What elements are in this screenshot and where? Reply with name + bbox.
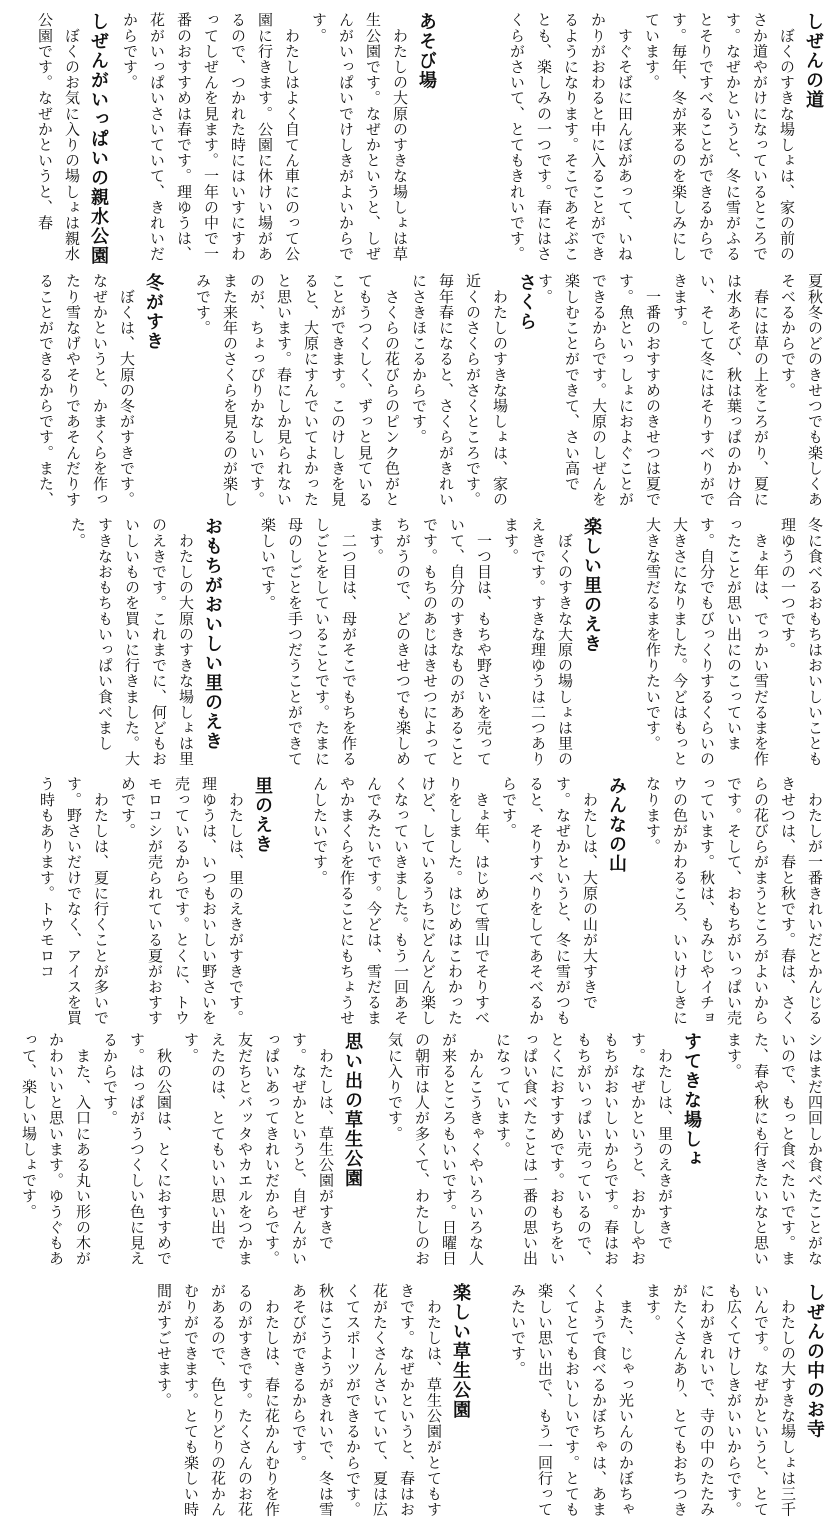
essay-title: さくら — [516, 273, 537, 332]
essay-body: わたしは、大原の山が大すきです。なぜかというと、冬に雪がつもると、そりすべりをしてあそべるからです。 きょ年、はじめて雪山でそりすべりをしました。はじめはこわかったけど、しているうちにどんどん楽しくなっていきました。もう一回あそんでみたいです。今どは、雪だるまやかまくらを作ることにもちょうせんしたいです。 — [311, 776, 599, 1026]
essay-title: みんなの山 — [606, 776, 627, 874]
essay-suteki-na-basho — [370, 1032, 705, 1277]
essay-body: わたしは、里のえきがすきです。なぜかというと、おかしやおもちがおいしいからです。春はおもちがいっぱい売っているので、とくにおすすめです。おもちをいっぱい食べたことは一番の思い出になっています。 かんこうきゃくやいろいろな人が来るところもいいです。日曜日の朝市は人が多くて、わたしのお気に入りです。 — [386, 1032, 674, 1266]
essay-fuyu-ga-suki — [12, 273, 167, 511]
essay-title: 楽しい里のえき — [581, 517, 602, 654]
essay-title: おもちがおいしい里のえき — [202, 517, 223, 751]
essay-title: 思い出の草生公園 — [342, 1032, 363, 1188]
essay-sato-no-eki — [12, 776, 276, 1026]
essay-sato-no-eki-cont — [710, 1032, 828, 1277]
essay-body: ぼくのすきな場しょは、家の前のさか道やがけになっているところです。なぜかというと、冬に雪がふるとそりですべることができるからです。毎年、冬が来るのを楽しみにしています。 すぐそばに田んぼがあって、いねかりがおわると中に入ることができるようになります。そこであそぶことも、楽しみの一つです。春にはさくらがさいて、とてもきれいです。 — [508, 12, 796, 262]
essay-body: シはまだ四回しか食べたことがないので、もっと食べたいです。また、春や秋にも行きたいなと思います。 — [725, 1032, 824, 1266]
essay-body: わたしが一番きれいだとかんじるきせつは、春と秋です。春は、さくらの花びらがまうところがよいからです。そして、おもちがいっぱい売っています。秋は、もみじやイチョウの色がかわるころ、いいけしきになります。 — [644, 776, 824, 1026]
essay-shizen-no-naka-no-otera — [478, 1283, 828, 1528]
essay-body: ぼくのすきな大原の場しょは里のえきです。すきな理ゆうは二つあります。 一つ目は、もちや野さいを売っていて、自分のすきなものがあることです。もちのあじはきせつによってちがうので、どのきせつでも楽しめます。 二つ目は、母がそこでもちを作るしごとをしていることです。たまに母のしごとを手つだうことができて楽しいです。 — [259, 517, 574, 767]
essay-minna-no-yama — [280, 776, 630, 1026]
essay-omochi-cont — [635, 776, 828, 1026]
essay-shizen-no-michi — [508, 12, 827, 267]
essay-sakura — [170, 273, 540, 511]
essay-body: わたしの大すきな場しょは三千いんです。なぜかというと、とても広くてけしきがいいからです。にわがきれいで、寺の中のたたみがたくさんあり、とてもおちつきます。 また、じゃっ光いんのかぼちゃくようで食べるかぼちゃは、あまくてとてもおいしいです。とても楽しい思い出で、もう一回行ってみたいです。 — [509, 1283, 797, 1517]
essay-title: すてきな場しょ — [681, 1032, 702, 1169]
essay-fuyu-ga-suki-cont — [610, 517, 828, 772]
essay-title: あそび場 — [416, 12, 437, 90]
essay-body: 夏秋冬のどのきせつでも楽しくあそべるからです。 春には草の上をころがり、夏には水あそび、秋は葉っぱのかけ合い、そして冬にはそりすべりができます。 一番のおすすめのきせつは夏です。魚といっしょにおよぐことができるからです。大原のしぜんを楽しむことができて、さい高です。 — [536, 273, 824, 507]
essay-title: 冬がすき — [143, 273, 164, 351]
essay-title: しぜんの中のお寺 — [804, 1283, 825, 1439]
essay-title: 楽しい草生公園 — [450, 1283, 471, 1420]
essay-omoide-no-kusao-koen — [12, 1032, 366, 1277]
essay-body: わたしは、草生公園がすきです。なぜかというと、自ぜんがいっぱいあってきれいだからです。友だちとバッタやカエルをつかまえたのは、とてもいい思い出です。 秋の公園は、とくにおすすめです。はっぱがうつくしい色に見えるからです。 また、入口にある丸い形の木がかわいいと思います。ゆうぐもあって、楽しい場しょです。 — [20, 1032, 335, 1266]
essay-body: 冬に食べるおもちはおいしいことも理ゆうの一つです。 きょ年は、でっかい雪だるまを作ったことが思い出にのこっています。自分でもびっくりするくらいの大きさになりました。今どはもっと大きな雪だるまを作りたいです。 — [644, 517, 824, 767]
essay-body: わたしのすきな場しょは、家の近くのさくらがさくところです。毎年春になると、さくらがきれいにさきほこるからです。 さくらの花びらのピンク色がとてもうつくしく、ずっと見ていることができます。このけしきを見ると、大原にすんでいてよかったと思います。春にしか見られないのが、ちょっぴりかなしいです。また来年のさくらを見るのが楽しみです。 — [194, 273, 509, 507]
essay-omochi-sato-no-eki — [12, 517, 226, 772]
essay-tanoshii-sato-no-eki — [230, 517, 605, 772]
essay-tanoshii-kusao-koen — [108, 1283, 474, 1528]
essay-asobiba — [118, 12, 440, 267]
essay-body: ぼくのお気に入りの場しょは親水公園です。なぜかというと、春 — [36, 12, 81, 262]
essay-body: わたしは、里のえきがすきです。理ゆうは、いつもおいしい野さいを売っているからです。とくに、トウモロコシが売られている夏がおすすめです。 わたしは、夏に行くことが多いです。野さいだけでなく、アイスを買う時もあります。トウモロコ — [38, 776, 245, 1026]
essay-body: わたしの大原のすきな場しょは草生公園です。なぜかというと、しぜんがいっぱいでけしきがよいからです。 わたしはよく自てん車にのって公園に行きます。公園に休けい場があるので、つかれた時にはいすにすわってしぜんを見ます。一年の中で一番のおすすめは春です。理ゆうは、花がいっぱいさいていて、きれいだからです。 — [121, 12, 409, 262]
essay-title: 里のえき — [252, 776, 273, 854]
essay-body: わたしの大原のすきな場しょは里のえきです。これまでに、何どもおいしいものを買いに行きました。大すきなおもちもいっぱい食べました。 — [69, 517, 195, 767]
essay-body: ぼくは、大原の冬がすきです。なぜかというと、かまくらを作ったり雪なげやそりであそんだりすることができるからです。また、 — [37, 273, 136, 507]
essay-title: しぜんがいっぱいの親水公園 — [88, 12, 109, 266]
essay-body: わたしは、草生公園がとてもすきです。なぜかというと、春はお花がたくさんさいていて、夏は広くてスポーツができるからです。秋はこうようがきれいで、冬は雪あそびができるからです。 わたしは、春に花かんむりを作るのがすきです。たくさんのお花があるので、色とりどりの花かんむりができます。とても楽しい時間がすごせます。 — [155, 1283, 443, 1517]
essay-title: しぜんの道 — [803, 12, 824, 110]
essay-shizen-no-michi-cont — [536, 273, 828, 511]
essay-shinsui-koen — [12, 12, 112, 267]
